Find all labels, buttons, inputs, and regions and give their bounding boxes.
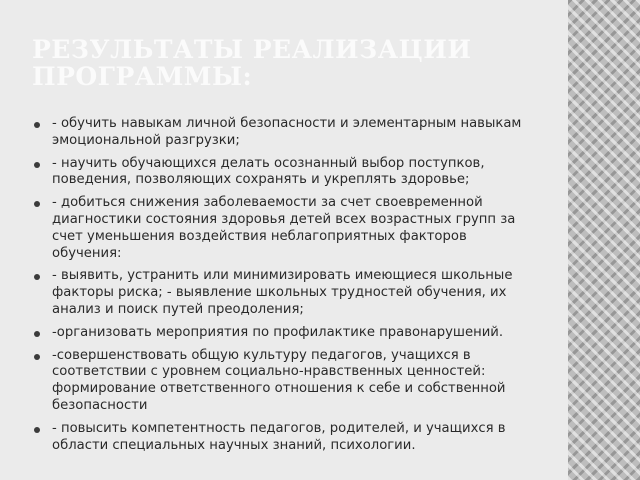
bullet-text: - добиться снижения заболеваемости за счет своевременной диагностики состояния здоровья детей всех возрастных групп за счет уменьшения воздействия неблагоприятных факторов обучения: <box>52 195 516 261</box>
bullet-list <box>34 116 534 460</box>
bullet-dot-icon <box>34 162 40 168</box>
bullet-text: -совершенствовать общую культуру педагогов, учащихся в соответствии с уровнем социально-нравственных ценностей: формирование ответственного отношения к себе и собственной безопасности <box>52 347 506 413</box>
bullet-item <box>34 268 534 318</box>
bullet-item <box>34 195 534 262</box>
bullet-item <box>34 116 534 150</box>
bullet-dot-icon <box>34 122 40 128</box>
bullet-text: - повысить компетентность педагогов, родителей, и учащихся в области специальных научных знаний, психологии. <box>52 420 506 453</box>
slide-title: РЕЗУЛЬТАТЫ РЕАЛИЗАЦИИ ПРОГРАММЫ: <box>32 35 472 91</box>
bullet-item <box>34 421 534 455</box>
bullet-dot-icon <box>34 427 40 433</box>
bullet-text: - обучить навыкам личной безопасности и элементарным навыкам эмоциональной разгрузки; <box>52 116 522 148</box>
bullet-text: -организовать мероприятия по профилактике правонарушений. <box>52 324 504 340</box>
bullet-dot-icon <box>34 354 40 360</box>
bullet-dot-icon <box>34 201 40 207</box>
bullet-dot-icon <box>34 331 40 337</box>
bullet-text: - научить обучающихся делать осознанный выбор поступков, поведения, позволяющих сохранять и укреплять здоровье; <box>52 155 485 188</box>
decorative-pattern-strip <box>568 0 640 480</box>
bullet-item <box>34 325 534 342</box>
bullet-item <box>34 156 534 190</box>
bullet-text: - выявить, устранить или минимизировать имеющиеся школьные факторы риска; - выявление школьных трудностей обучения, их анализ и поиск путей преодоления; <box>52 268 513 317</box>
bullet-dot-icon <box>34 274 40 280</box>
bullet-item <box>34 348 534 415</box>
